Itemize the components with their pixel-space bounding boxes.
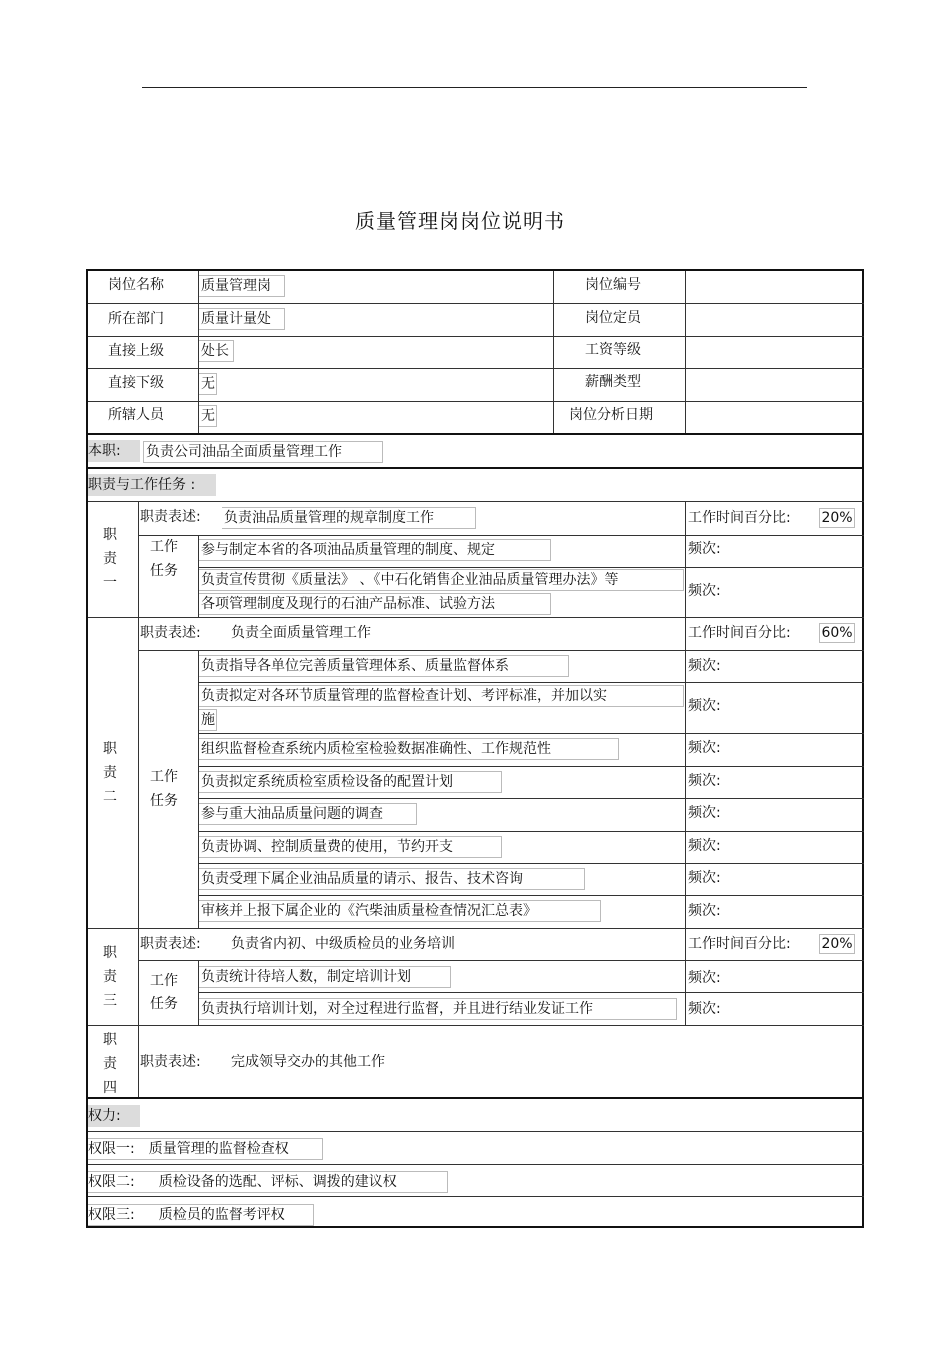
job-description-table bbox=[86, 269, 864, 1228]
value-subordinate: 无 bbox=[199, 373, 217, 395]
power-item-value: 质检设备的选配、评标、调拨的建议权 bbox=[158, 1174, 397, 1190]
grid-line bbox=[88, 501, 864, 502]
duty1-freq2: 频次: bbox=[688, 583, 721, 599]
grid-line bbox=[88, 303, 864, 304]
duties-heading: 职责与工作任务 : bbox=[88, 477, 196, 493]
duty1-pct-label: 工作时间百分比: bbox=[688, 510, 791, 526]
grid-line bbox=[88, 467, 864, 469]
grid-line bbox=[138, 960, 864, 961]
grid-line bbox=[198, 831, 864, 832]
duty4-desc: 完成领导交办的其他工作 bbox=[231, 1054, 385, 1070]
duty2-task2-line2: 施 bbox=[199, 709, 217, 731]
duty2-task8: 审核并上报下属企业的《汽柴油质量检查情况汇总表》 bbox=[199, 900, 601, 922]
duty2-task-label: 任务 bbox=[150, 793, 178, 809]
grid-line bbox=[88, 1196, 864, 1197]
grid-line bbox=[198, 766, 864, 767]
grid-line bbox=[198, 992, 864, 993]
duty2-pct: 60% bbox=[819, 623, 855, 643]
duty3-pct: 20% bbox=[819, 934, 855, 954]
grid-line bbox=[138, 535, 864, 536]
grid-line bbox=[88, 617, 864, 618]
duty2-freq3: 频次: bbox=[688, 740, 721, 756]
duty1-pct: 20% bbox=[819, 508, 855, 528]
power-item-value: 质检员的监督考评权 bbox=[158, 1207, 285, 1223]
power-item-3 bbox=[88, 1204, 314, 1226]
duty3-char: 三 bbox=[103, 993, 117, 1009]
duty2-task4: 负责拟定系统质检室质检设备的配置计划 bbox=[199, 771, 502, 793]
grid-line bbox=[198, 733, 864, 734]
grid-line bbox=[198, 895, 864, 896]
duty2-task3: 组织监督检查系统内质检室检验数据准确性、工作规范性 bbox=[199, 738, 619, 760]
duty1-task2-line1: 负责宣传贯彻《质量法》 、《中石化销售企业油品质量管理办法》等 bbox=[199, 569, 684, 591]
duty3-freq1: 频次: bbox=[688, 970, 721, 986]
duty2-task-label: 工作 bbox=[150, 769, 178, 785]
label-department: 所在部门 bbox=[108, 311, 164, 327]
duty2-freq4: 频次: bbox=[688, 773, 721, 789]
value-department: 质量计量处 bbox=[199, 308, 285, 330]
grid-line bbox=[138, 650, 864, 651]
duty1-char: 职 bbox=[103, 527, 117, 543]
duty2-task2-line1: 负责拟定对各环节质量管理的监督检查计划、考评标准，并加以实 bbox=[199, 685, 684, 707]
duty3-char: 责 bbox=[103, 969, 117, 985]
power-item-label: 权限三: bbox=[88, 1207, 135, 1223]
grid-line bbox=[88, 368, 864, 369]
duty2-freq2: 频次: bbox=[688, 698, 721, 714]
grid-line bbox=[88, 1097, 864, 1099]
duty2-freq5: 频次: bbox=[688, 805, 721, 821]
duty3-desc: 负责省内初、中级质检员的业务培训 bbox=[231, 936, 455, 952]
power-item-1 bbox=[88, 1138, 323, 1160]
grid-line bbox=[198, 798, 864, 799]
grid-line bbox=[88, 433, 864, 435]
duty4-char: 职 bbox=[103, 1032, 117, 1048]
duty1-task1: 参与制定本省的各项油品质量管理的制度、规定 bbox=[199, 539, 551, 561]
grid-line bbox=[88, 928, 864, 929]
duty2-marker bbox=[100, 737, 120, 809]
grid-line bbox=[685, 271, 686, 434]
duty4-char: 四 bbox=[103, 1080, 117, 1096]
duty2-desc: 负责全面质量管理工作 bbox=[231, 625, 371, 641]
value-main-duty: 负责公司油品全面质量管理工作 bbox=[143, 441, 383, 463]
duty2-task6: 负责协调、控制质量费的使用，节约开支 bbox=[199, 836, 502, 858]
grid-line bbox=[685, 501, 686, 1025]
label-staff: 所辖人员 bbox=[108, 407, 164, 423]
grid-line bbox=[88, 401, 864, 402]
power-item-label: 权限二: bbox=[88, 1174, 135, 1190]
duty3-pct-label: 工作时间百分比: bbox=[688, 936, 791, 952]
duty2-char: 职 bbox=[103, 741, 117, 757]
duty1-char: 责 bbox=[103, 551, 117, 567]
duty2-task1: 负责指导各单位完善质量管理体系、质量监督体系 bbox=[199, 655, 569, 677]
duty2-task7: 负责受理下属企业油品质量的请示、报告、技术咨询 bbox=[199, 868, 585, 890]
label-headcount: 岗位定员 bbox=[585, 310, 641, 326]
document-title: 质量管理岗岗位说明书 bbox=[355, 209, 565, 233]
duty1-task-label: 任务 bbox=[150, 563, 178, 579]
label-pay-type: 薪酬类型 bbox=[585, 374, 641, 390]
duty2-char: 二 bbox=[103, 789, 117, 805]
label-main-duty: 本职: bbox=[88, 443, 121, 459]
grid-line bbox=[198, 567, 864, 568]
duty1-task2-line2: 各项管理制度及现行的石油产品标准、试验方法 bbox=[199, 593, 551, 615]
duty2-task5: 参与重大油品质量问题的调查 bbox=[199, 803, 417, 825]
duty3-task2: 负责执行培训计划，对全过程进行监督，并且进行结业发证工作 bbox=[199, 998, 677, 1020]
duty4-desc-label: 职责表述: bbox=[140, 1054, 201, 1070]
grid-line bbox=[553, 271, 554, 434]
label-supervisor: 直接上级 bbox=[108, 343, 164, 359]
duty1-desc-label: 职责表述: bbox=[140, 509, 201, 525]
duty2-freq8: 频次: bbox=[688, 903, 721, 919]
grid-line bbox=[88, 336, 864, 337]
grid-line bbox=[138, 501, 139, 1097]
duty3-task-label: 工作 bbox=[150, 973, 178, 989]
duty3-char: 职 bbox=[103, 945, 117, 961]
label-analysis-date: 岗位分析日期 bbox=[569, 407, 653, 423]
grid-line bbox=[198, 863, 864, 864]
header-rule bbox=[142, 87, 807, 88]
duty2-char: 责 bbox=[103, 765, 117, 781]
value-supervisor: 处长 bbox=[199, 340, 234, 362]
grid-line bbox=[88, 1164, 864, 1165]
duty3-task-label: 任务 bbox=[150, 996, 178, 1012]
duty2-desc-label: 职责表述: bbox=[140, 625, 201, 641]
value-job-title: 质量管理岗 bbox=[199, 275, 285, 297]
duty1-task-label: 工作 bbox=[150, 539, 178, 555]
duty3-freq2: 频次: bbox=[688, 1001, 721, 1017]
duty1-char: 一 bbox=[103, 575, 117, 591]
duty3-marker bbox=[100, 941, 120, 1013]
duty2-freq7: 频次: bbox=[688, 870, 721, 886]
duty2-freq6: 频次: bbox=[688, 838, 721, 854]
power-heading: 权力: bbox=[88, 1108, 121, 1124]
duty3-task1: 负责统计待培人数，制定培训计划 bbox=[199, 966, 451, 988]
label-job-title: 岗位名称 bbox=[108, 277, 164, 293]
duty4-marker bbox=[100, 1028, 120, 1100]
duty2-pct-label: 工作时间百分比: bbox=[688, 625, 791, 641]
label-job-number: 岗位编号 bbox=[585, 277, 641, 293]
duty3-desc-label: 职责表述: bbox=[140, 936, 201, 952]
label-subordinate: 直接下级 bbox=[108, 375, 164, 391]
duty1-desc: 负责油品质量管理的规章制度工作 bbox=[222, 507, 476, 529]
grid-line bbox=[88, 1025, 864, 1026]
grid-line bbox=[88, 1131, 864, 1132]
power-item-2 bbox=[88, 1171, 448, 1193]
power-item-label: 权限一: bbox=[88, 1141, 135, 1157]
power-item-value: 质量管理的监督检查权 bbox=[148, 1141, 289, 1157]
duty4-char: 责 bbox=[103, 1056, 117, 1072]
duty1-marker bbox=[100, 523, 120, 595]
duty2-freq1: 频次: bbox=[688, 658, 721, 674]
label-salary-grade: 工资等级 bbox=[585, 342, 641, 358]
duty1-freq1: 频次: bbox=[688, 541, 721, 557]
value-staff: 无 bbox=[199, 405, 217, 427]
grid-line bbox=[198, 682, 864, 683]
